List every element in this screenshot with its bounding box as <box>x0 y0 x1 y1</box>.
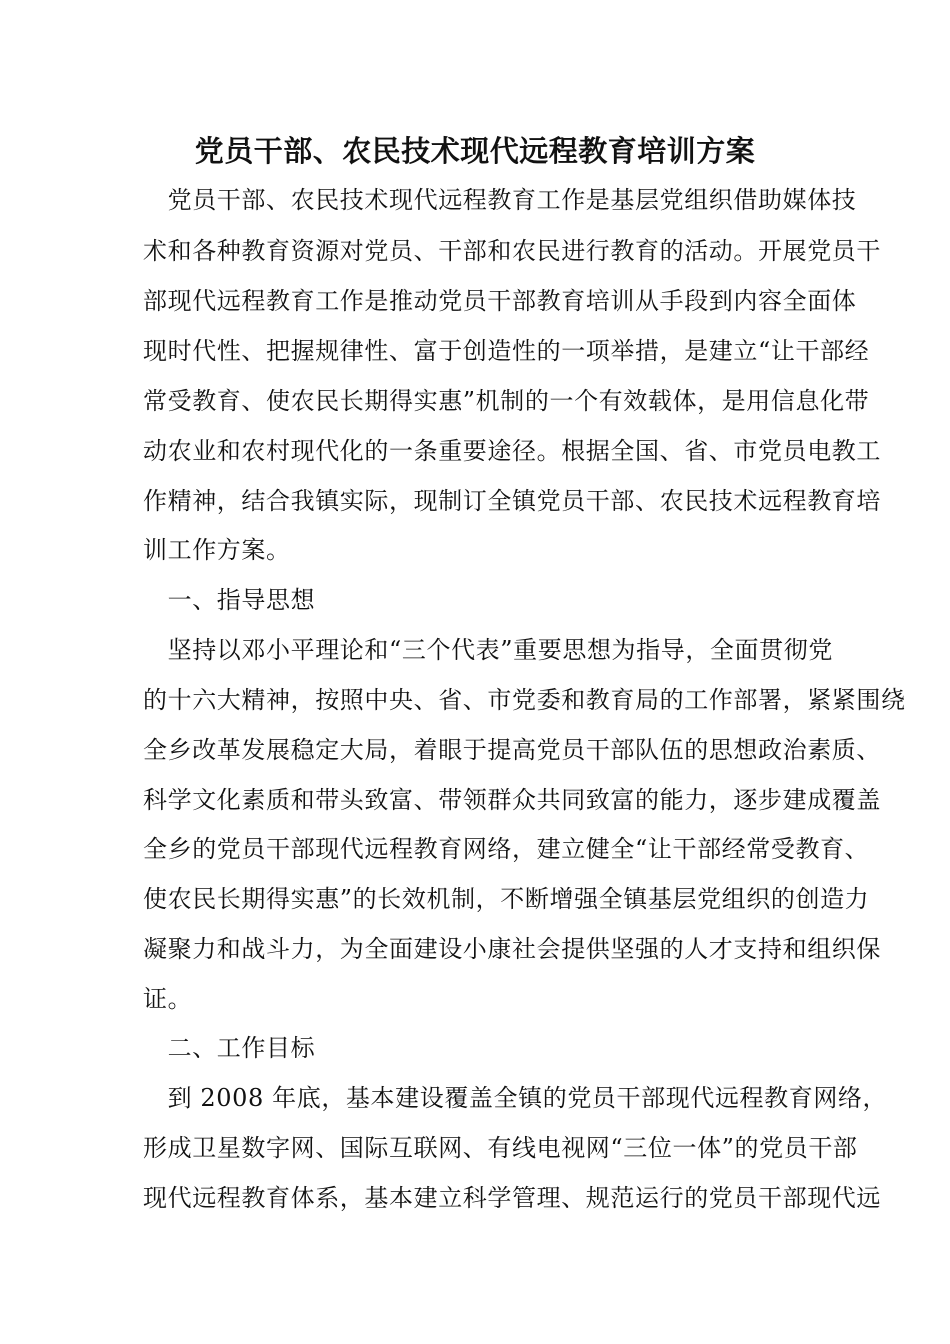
section-heading: 一、指导思想 <box>143 586 316 614</box>
document-title: 党员干部、农民技术现代远程教育培训方案 <box>194 134 756 168</box>
body-line: 作精神，结合我镇实际，现制订全镇党员干部、农民技术远程教育培 <box>143 487 881 515</box>
section-heading: 二、工作目标 <box>143 1034 316 1062</box>
body-line: 现代远程教育体系，基本建立科学管理、规范运行的党员干部现代远 <box>143 1184 881 1212</box>
body-line: 到 2008 年底，基本建设覆盖全镇的党员干部现代远程教育网络， <box>143 1084 888 1112</box>
body-line: 科学文化素质和带头致富、带领群众共同致富的能力，逐步建成覆盖 <box>143 786 881 814</box>
body-line: 党员干部、农民技术现代远程教育工作是基层党组织借助媒体技 <box>143 186 857 214</box>
body-line: 的十六大精神，按照中央、省、市党委和教育局的工作部署，紧紧围绕 <box>143 686 906 714</box>
body-line: 现时代性、把握规律性、富于创造性的一项举措，是建立“让干部经 <box>143 337 870 365</box>
body-line: 坚持以邓小平理论和“三个代表”重要思想为指导，全面贯彻党 <box>143 636 833 664</box>
body-line: 证。 <box>143 985 193 1013</box>
body-line: 全乡的党员干部现代远程教育网络，建立健全“让干部经常受教育、 <box>143 835 870 863</box>
body-line: 凝聚力和战斗力，为全面建设小康社会提供坚强的人才支持和组织保 <box>143 935 881 963</box>
body-line: 术和各种教育资源对党员、干部和农民进行教育的活动。开展党员干 <box>143 237 881 265</box>
body-line: 训工作方案。 <box>143 536 291 564</box>
body-line: 使农民长期得实惠”的长效机制，不断增强全镇基层党组织的创造力 <box>143 885 870 913</box>
body-line: 形成卫星数字网、国际互联网、有线电视网“三位一体”的党员干部 <box>143 1134 858 1162</box>
body-line: 常受教育、使农民长期得实惠”机制的一个有效载体，是用信息化带 <box>143 387 870 415</box>
body-line: 全乡改革发展稳定大局，着眼于提高党员干部队伍的思想政治素质、 <box>143 736 881 764</box>
body-line: 部现代远程教育工作是推动党员干部教育培训从手段到内容全面体 <box>143 287 857 315</box>
body-line: 动农业和农村现代化的一条重要途径。根据全国、省、市党员电教工 <box>143 437 881 465</box>
